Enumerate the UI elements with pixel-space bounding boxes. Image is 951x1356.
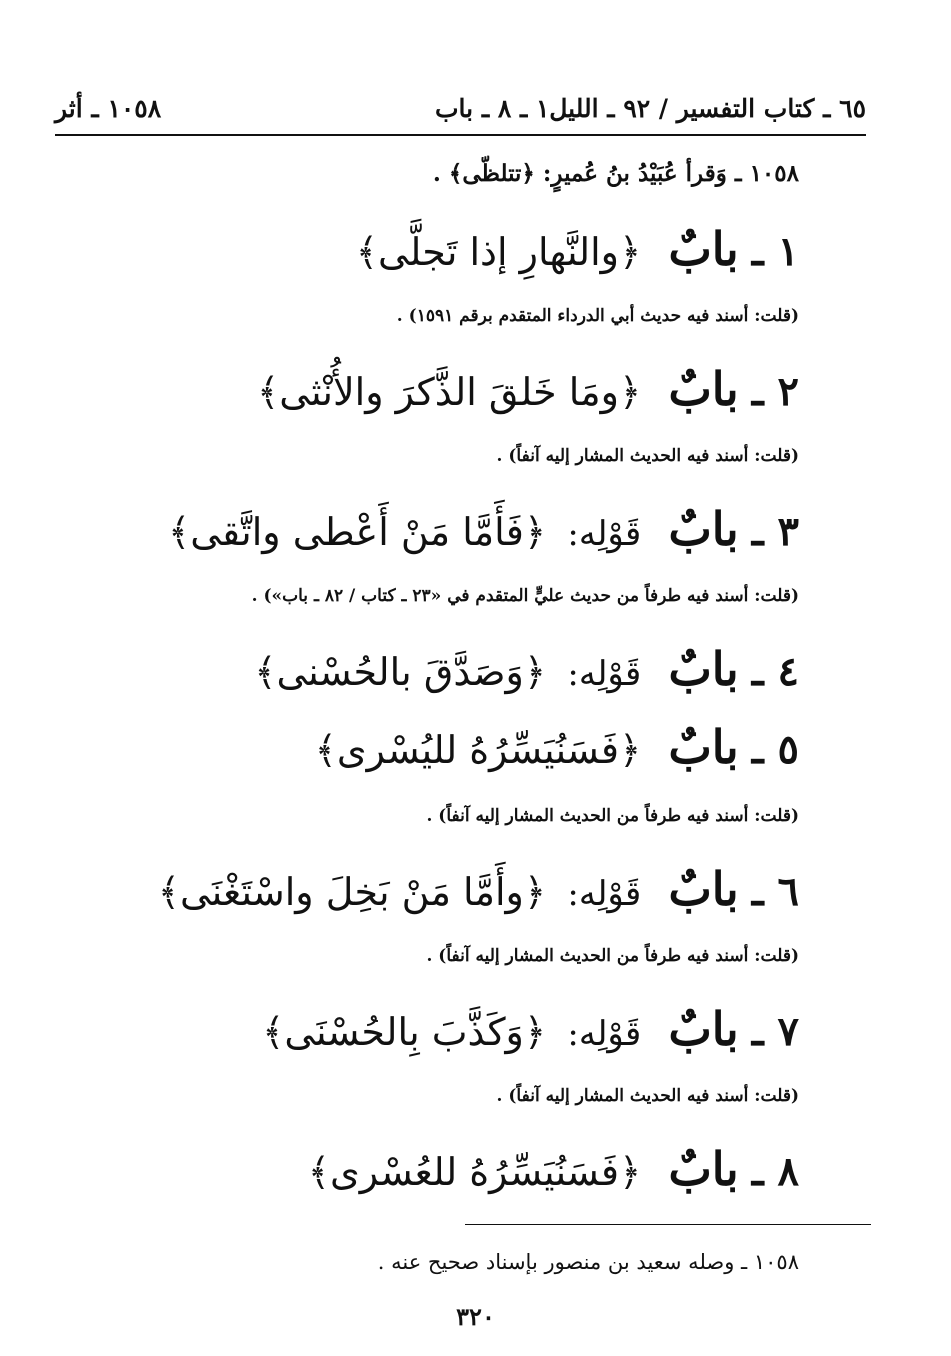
section-note-1: (قلت: أسند فيه حديث أبي الدرداء المتقدم برقم ١٥٩١) . xyxy=(396,306,799,326)
qawlihi-label: قَوْلِه: xyxy=(567,1014,642,1054)
verse-text: ﴿ومَا خَلقَ الذَّكرَ والأُنْثى﴾ xyxy=(257,370,642,414)
header-chapter: ٦٥ ـ كتاب التفسير / ٩٢ ـ الليل xyxy=(549,94,866,123)
section-number: ٧ ـ xyxy=(751,1008,799,1055)
verse-text: ﴿وَكَذَّبَ بِالحُسْنَى﴾ xyxy=(262,1010,547,1054)
bab-label: بابٌ xyxy=(668,222,739,276)
bab-label: بابٌ xyxy=(668,1002,739,1056)
header-section-range: ١ ـ ٨ ـ باب xyxy=(435,94,550,123)
verse-text: ﴿فَسَنُيَسِّرُهُ للعُسْرى﴾ xyxy=(307,1150,642,1194)
header-divider xyxy=(55,134,866,136)
athar-1058-text: ١٠٥٨ ـ وَقرأ عُبَيْدُ بنُ عُميرٍ: ﴿تتلظّى﴾ . xyxy=(432,160,799,187)
section-number: ٥ ـ xyxy=(751,726,799,773)
bab-label: بابٌ xyxy=(668,720,739,774)
bab-label: بابٌ xyxy=(668,1142,739,1196)
section-note-6: (قلت: أسند فيه طرفاً من الحديث المشار إليه آنفاً) . xyxy=(426,946,799,966)
running-header xyxy=(55,88,866,128)
page-number: ٣٢٠ xyxy=(456,1302,495,1331)
section-number: ٦ ـ xyxy=(751,868,799,915)
verse-text: ﴿وَصَدَّقَ بالحُسْنى﴾ xyxy=(254,650,547,694)
section-number: ٤ ـ xyxy=(751,648,799,695)
section-number: ١ ـ xyxy=(751,228,799,275)
section-note-3: (قلت: أسند فيه طرفاً من حديث عليٍّ المتقدم في «٢٣ ـ كتاب / ٨٢ ـ باب») . xyxy=(251,586,799,606)
section-note-2: (قلت: أسند فيه الحديث المشار إليه آنفاً) . xyxy=(496,446,799,466)
section-note-5: (قلت: أسند فيه طرفاً من الحديث المشار إليه آنفاً) . xyxy=(426,806,799,826)
bab-label: بابٌ xyxy=(668,362,739,416)
section-heading-3 xyxy=(168,502,799,556)
bab-label: بابٌ xyxy=(668,642,739,696)
section-heading-7 xyxy=(262,1002,799,1056)
qawlihi-label: قَوْلِه: xyxy=(567,514,642,554)
section-heading-8 xyxy=(308,1142,799,1196)
qawlihi-label: قَوْلِه: xyxy=(567,874,642,914)
header-athar-ref: ١٠٥٨ ـ أثر xyxy=(55,94,162,123)
section-number: ٢ ـ xyxy=(751,368,799,415)
section-number: ٨ ـ xyxy=(751,1148,799,1195)
qawlihi-label: قَوْلِه: xyxy=(567,654,642,694)
section-heading-4 xyxy=(254,642,799,696)
verse-text: ﴿وأَمَّا مَنْ بَخِلَ واسْتَغْنَى﴾ xyxy=(157,870,547,914)
section-heading-2 xyxy=(257,362,799,416)
bab-label: بابٌ xyxy=(668,502,739,556)
section-note-7: (قلت: أسند فيه الحديث المشار إليه آنفاً) . xyxy=(496,1086,799,1106)
section-heading-1 xyxy=(356,222,799,276)
footnote-1058: ١٠٥٨ ـ وصله سعيد بن منصور بإسناد صحيح عنه . xyxy=(377,1250,799,1274)
verse-text: ﴿والنَّهارِ إذا تَجلَّى﴾ xyxy=(355,230,642,274)
verse-text: ﴿فَأَمَّا مَنْ أَعْطى واتَّقى﴾ xyxy=(167,510,547,554)
section-heading-6 xyxy=(158,862,799,916)
footnote-divider xyxy=(465,1224,871,1225)
verse-text: ﴿فَسَنُيَسِّرُهُ لليُسْرى﴾ xyxy=(314,728,642,772)
section-number: ٣ ـ xyxy=(751,508,799,555)
bab-label: بابٌ xyxy=(668,862,739,916)
section-heading-5 xyxy=(315,720,799,774)
